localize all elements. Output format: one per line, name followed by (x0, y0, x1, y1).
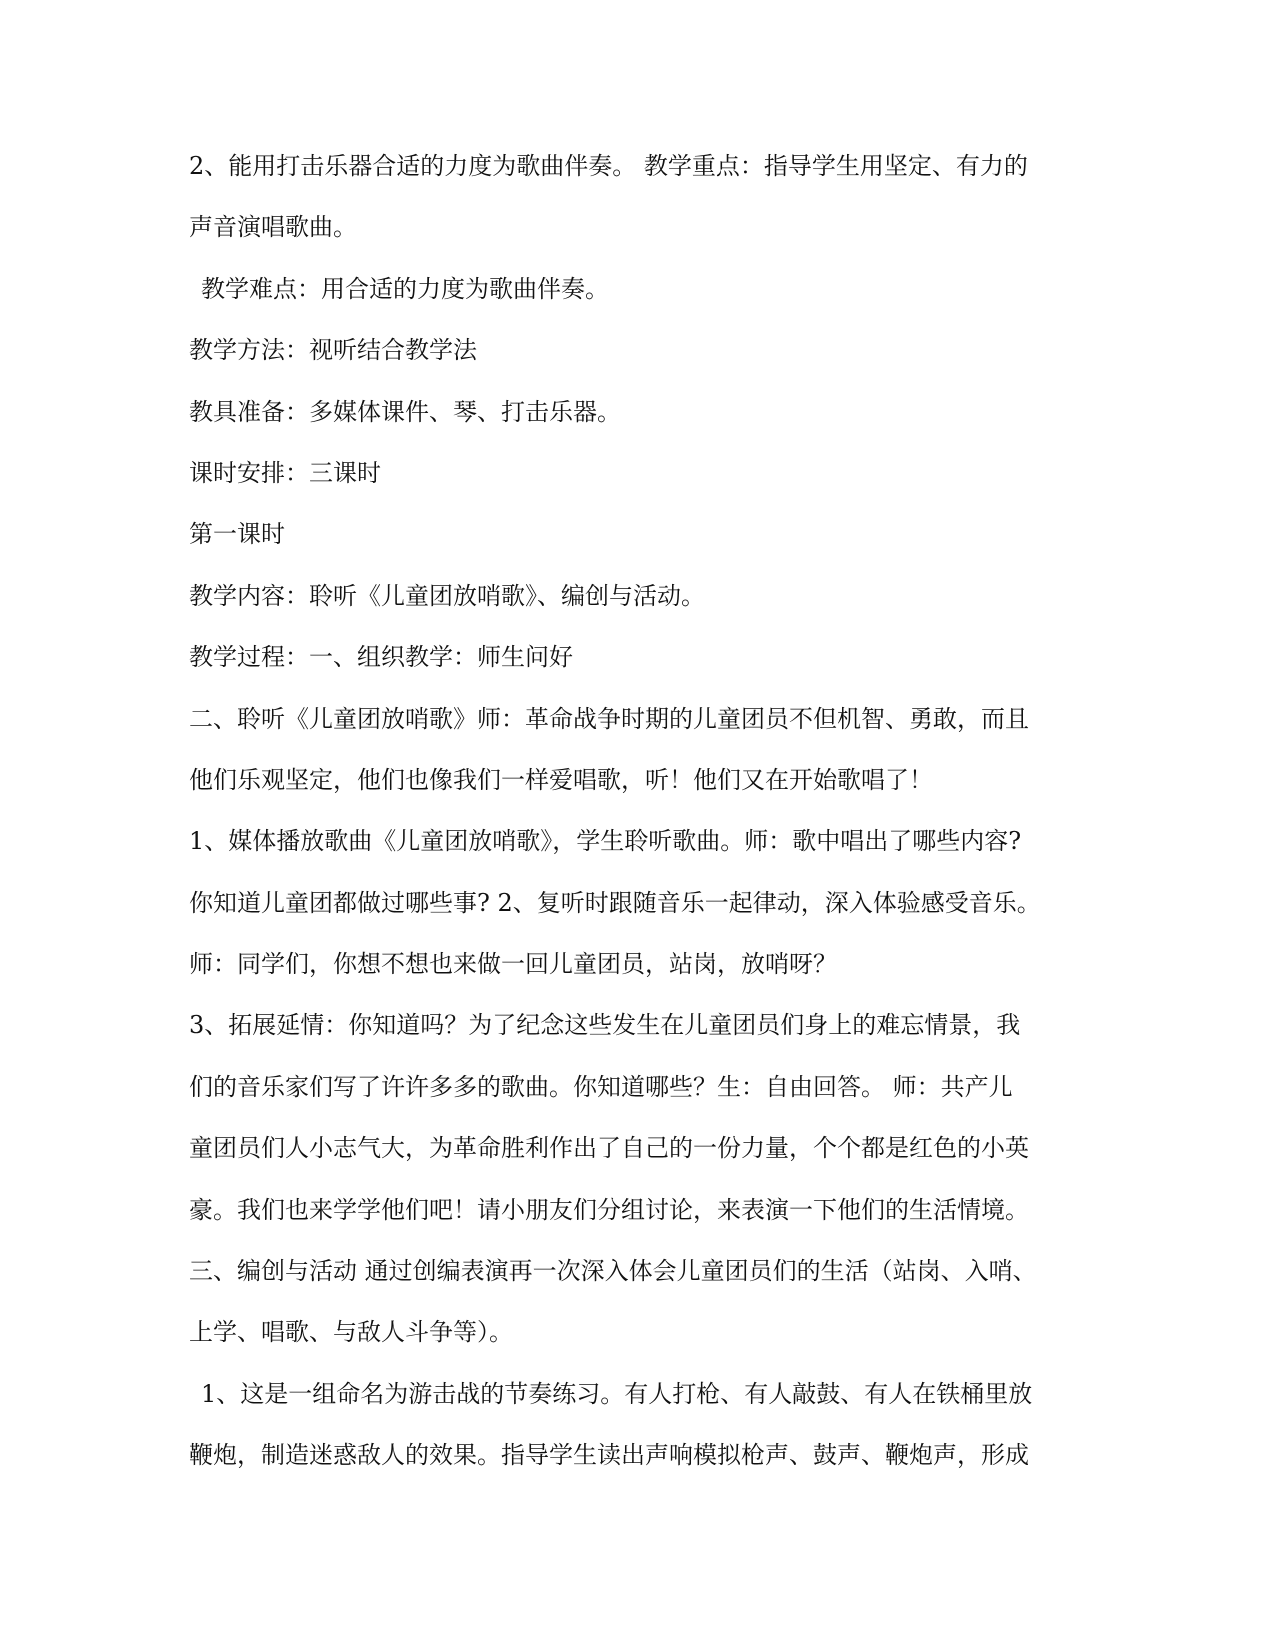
text-line: 鞭炮，制造迷惑敌人的效果。指导学生读出声响模拟枪声、鼓声、鞭炮声，形成 (189, 1441, 1029, 1470)
text-line: 课时安排：三课时 (189, 458, 381, 487)
text-line: 2、能用打击乐器合适的力度为歌曲伴奏。 教学重点：指导学生用坚定、有力的 (189, 152, 1028, 180)
document-body (189, 141, 1069, 1492)
text-line: 二、聆听《儿童团放哨歌》师：革命战争时期的儿童团员不但机智、勇敢，而且 (189, 704, 1029, 733)
text-line: 第一课时 (189, 520, 285, 549)
text-line: 三、编创与活动 通过创编表演再一次深入体会儿童团员们的生活（站岗、入哨、 (189, 1257, 1037, 1286)
text-line: 教具准备：多媒体课件、琴、打击乐器。 (189, 397, 621, 426)
text-line: 1、这是一组命名为游击战的节奏练习。有人打枪、有人敲鼓、有人在铁桶里放 (201, 1379, 1033, 1408)
text-line: 上学、唱歌、与敌人斗争等）。 (189, 1318, 513, 1347)
text-line: 他们乐观坚定，他们也像我们一样爱唱歌，听！他们又在开始歌唱了！ (189, 765, 933, 794)
text-line: 童团员们人小志气大，为革命胜利作出了自己的一份力量，个个都是红色的小英 (189, 1134, 1029, 1163)
text-line: 3、拓展延情：你知道吗？为了纪念这些发生在儿童团员们身上的难忘情景，我 (189, 1011, 1021, 1040)
text-line: 师：同学们，你想不想也来做一回儿童团员，站岗，放哨呀？ (189, 950, 837, 979)
text-line: 教学难点：用合适的力度为歌曲伴奏。 (201, 274, 609, 303)
text-line: 你知道儿童团都做过哪些事? 2、复听时跟随音乐一起律动，深入体验感受音乐。 (189, 888, 1041, 917)
text-line: 们的音乐家们写了许许多多的歌曲。你知道哪些？生：自由回答。 师：共产儿 (189, 1072, 1013, 1101)
text-line: 教学方法：视听结合教学法 (189, 336, 477, 365)
text-line: 教学过程：一、组织教学：师生问好 (189, 643, 573, 672)
text-line: 教学内容：聆听《儿童团放哨歌》、编创与活动。 (189, 581, 705, 610)
text-line: 豪。我们也来学学他们吧！请小朋友们分组讨论，来表演一下他们的生活情境。 (189, 1195, 1029, 1224)
text-line: 1、媒体播放歌曲《儿童团放哨歌》，学生聆听歌曲。师：歌中唱出了哪些内容? (189, 827, 1022, 856)
text-line: 声音演唱歌曲。 (189, 213, 357, 242)
